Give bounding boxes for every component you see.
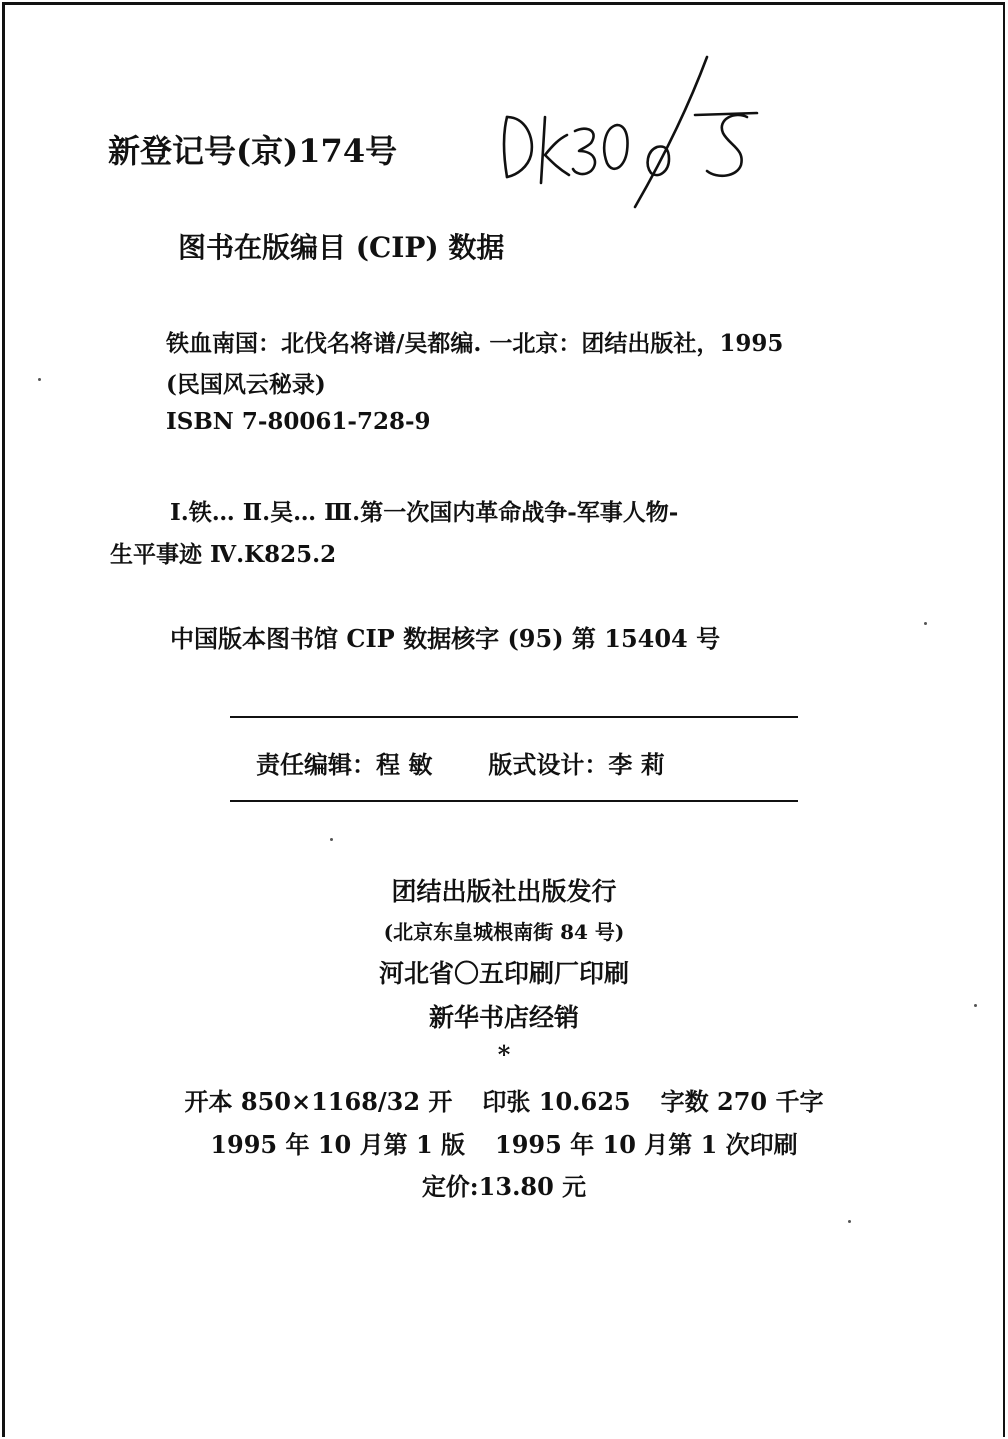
scan-speck (848, 1220, 851, 1223)
scan-speck (38, 378, 41, 381)
word-count-spec: 字数 270 千字 (660, 1087, 824, 1116)
credits-line (256, 745, 665, 780)
page-border (2, 2, 1005, 1437)
printing-spec: 1995 年 10 月第 1 次印刷 (495, 1130, 798, 1159)
designer-credit: 版式设计：李 莉 (488, 750, 665, 779)
edition-spec: 1995 年 10 月第 1 版 (210, 1130, 465, 1159)
edition-line (0, 1125, 1008, 1160)
publisher-line: 团结出版社出版发行 (391, 877, 617, 906)
scan-speck (924, 622, 927, 625)
format-specs-line (0, 1082, 1008, 1117)
cip-classification-line: Ⅰ.铁… Ⅱ.吴… Ⅲ.第一次国内革命战争-军事人物- (170, 499, 679, 526)
top-rule (230, 716, 798, 718)
separator-asterisk: * (497, 1040, 511, 1069)
editor-credit: 责任编辑：程 敏 (256, 750, 433, 779)
bottom-rule (230, 800, 798, 802)
registration-number: 新登记号(京)174号 (108, 132, 398, 170)
format-spec: 开本 850×1168/32 开 (184, 1087, 453, 1116)
publisher-address: (北京东皇城根南街 84 号) (383, 920, 625, 944)
cip-classification-line-continued: 生平事迹 Ⅳ.K825.2 (110, 541, 337, 568)
price-line: 定价:13.80 元 (421, 1172, 587, 1201)
printer-line: 河北省〇五印刷厂印刷 (378, 959, 629, 988)
cip-approval-number: 中国版本图书馆 CIP 数据核字 (95) 第 15404 号 (170, 624, 721, 653)
cip-isbn-line: ISBN 7-80061-728-9 (166, 408, 431, 435)
cip-title: 图书在版编目 (CIP) 数据 (178, 231, 505, 264)
sheets-spec: 印张 10.625 (482, 1087, 631, 1116)
scan-speck (330, 838, 333, 841)
cip-description-line: 铁血南国：北伐名将谱/吴都编. 一北京：团结出版社，1995 (166, 330, 784, 357)
scan-speck (974, 1004, 977, 1007)
handwritten-note (495, 55, 775, 215)
cip-series-line: (民国风云秘录) (166, 371, 326, 398)
distributor-line: 新华书店经销 (428, 1003, 579, 1032)
